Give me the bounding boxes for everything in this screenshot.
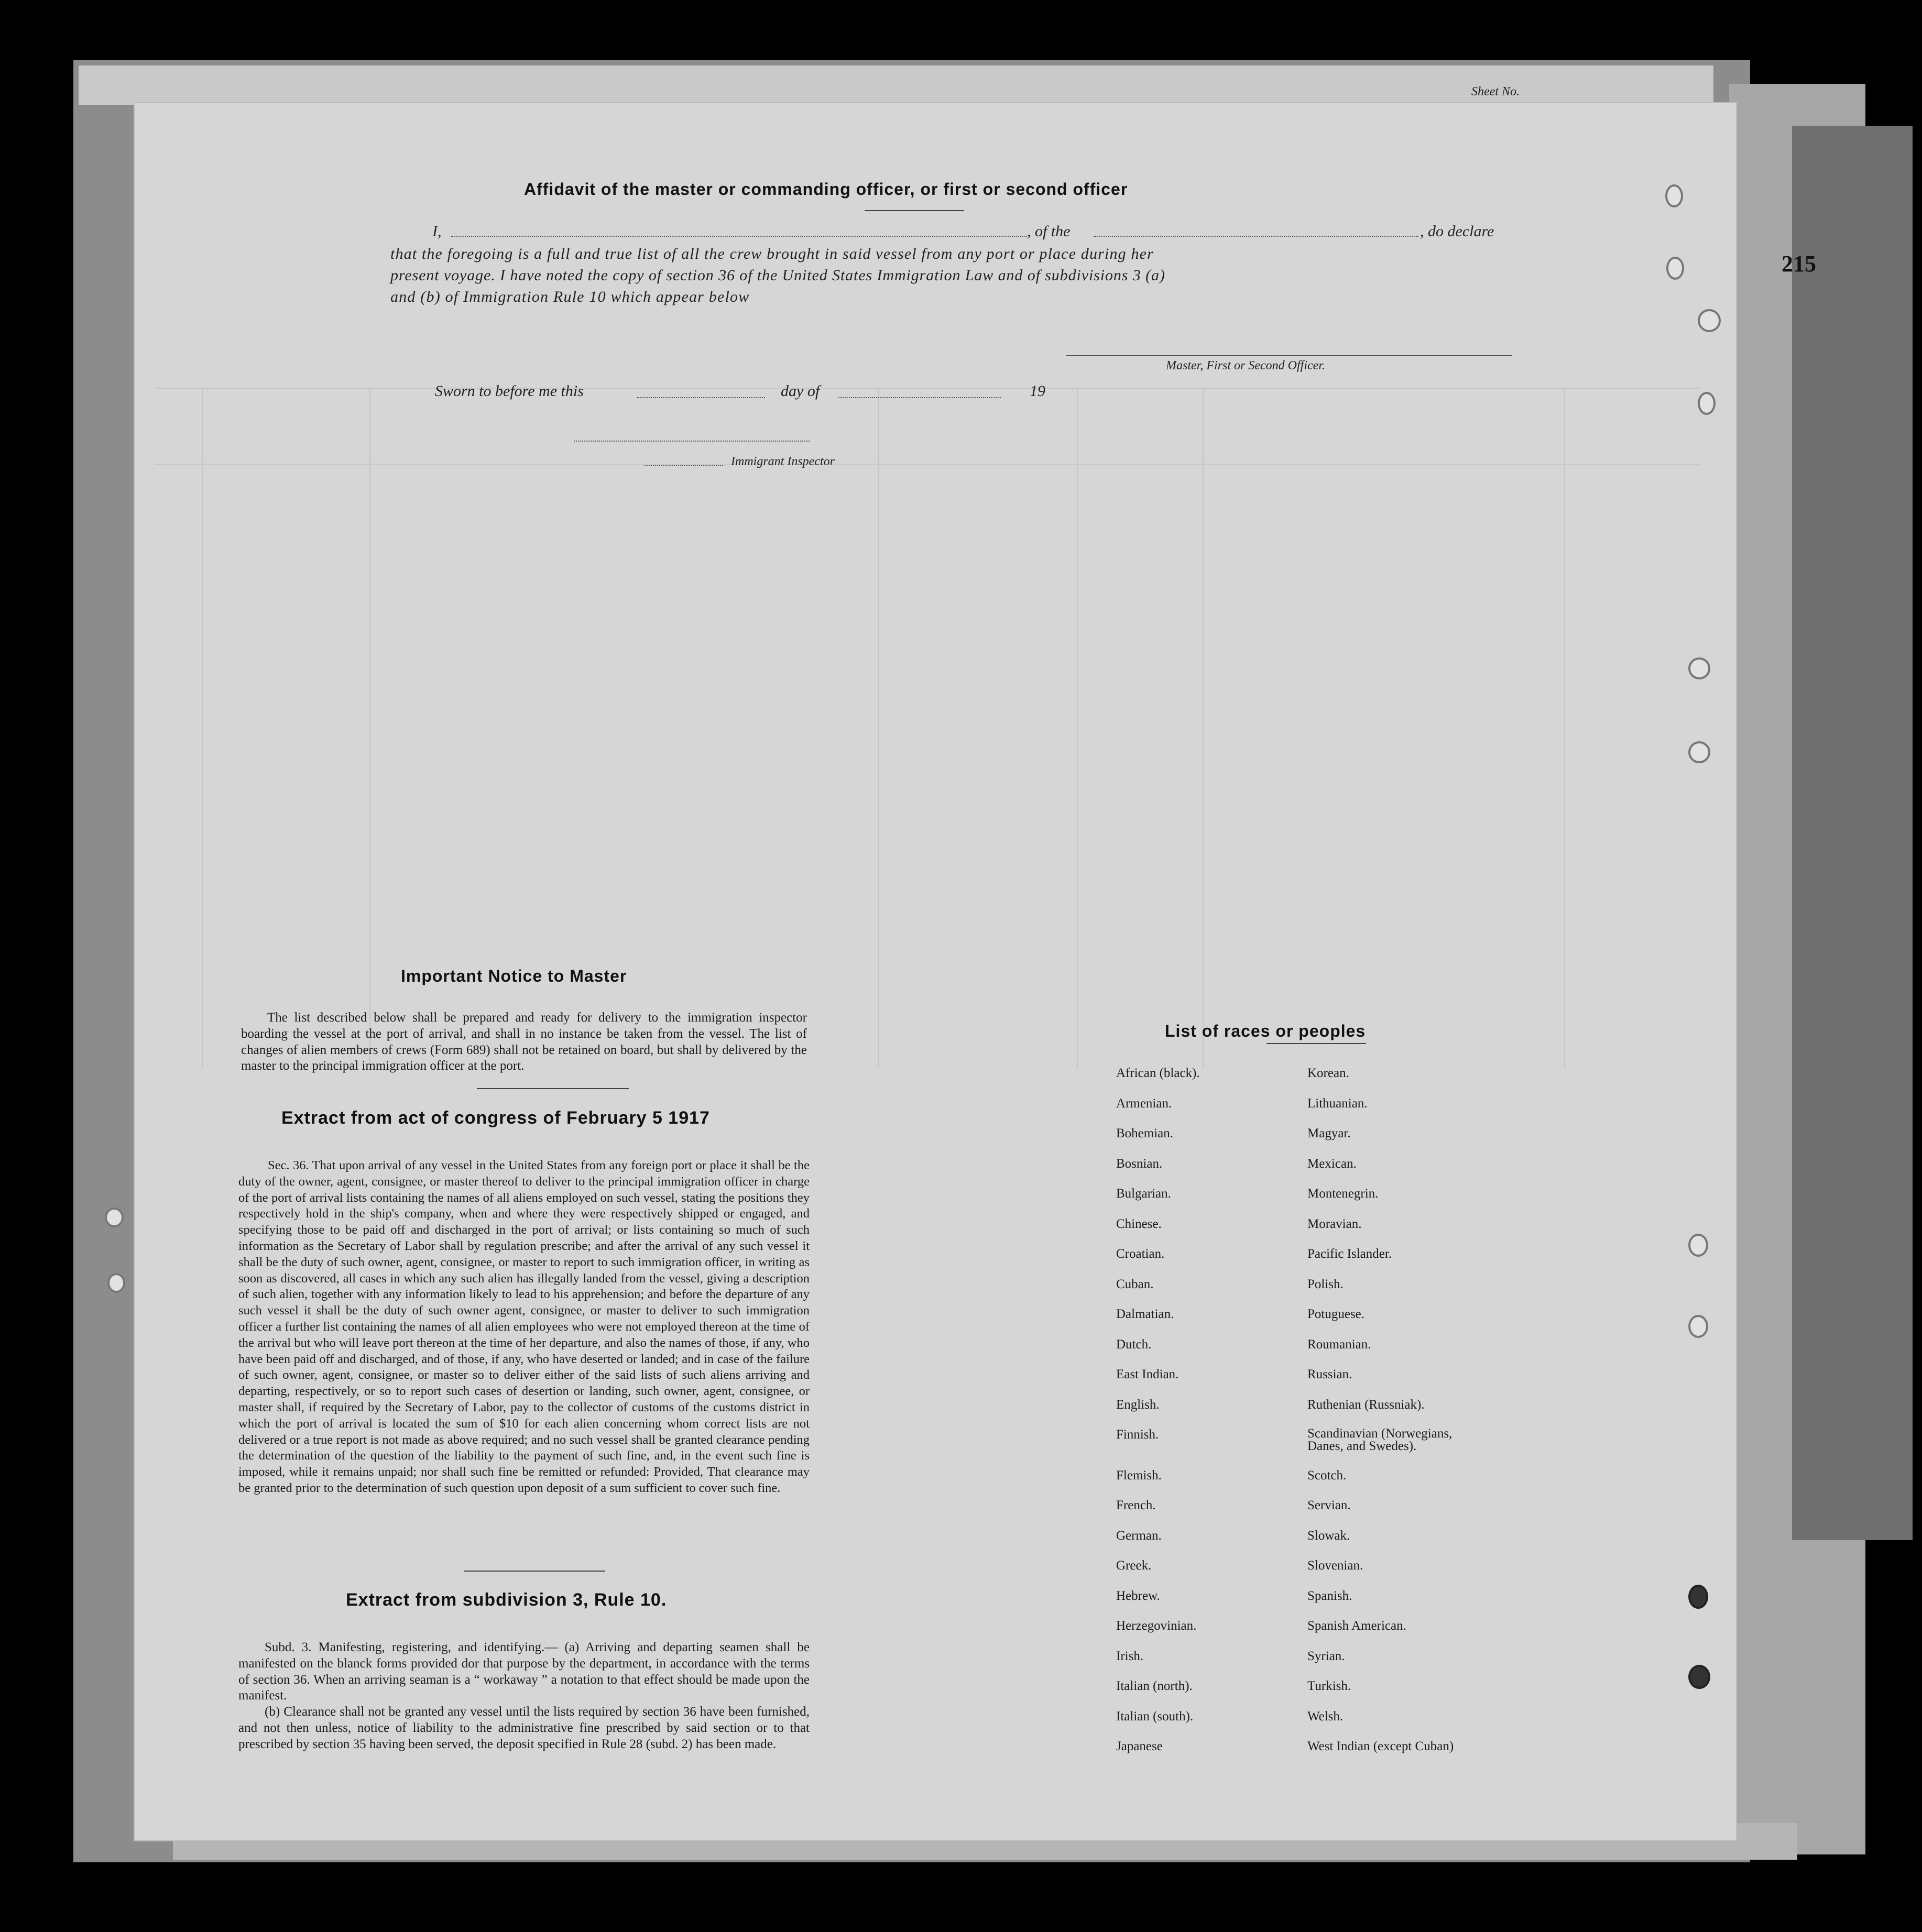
race-item: Chinese. (1116, 1217, 1162, 1231)
race-item: Spanish American. (1307, 1619, 1406, 1633)
race-item: Dutch. (1116, 1337, 1152, 1352)
race-item: Magyar. (1307, 1126, 1351, 1140)
races-title-underline (1266, 1043, 1366, 1044)
bleed-through-col-line (1564, 388, 1565, 1069)
binding-hole (1688, 1315, 1708, 1338)
race-item: Cuban. (1116, 1277, 1154, 1291)
sworn-day-of: day of (781, 382, 820, 400)
race-item: Bohemian. (1116, 1126, 1174, 1140)
affidavit-line-3: present voyage. I have noted the copy of section 36 of the United States Immigration Law and of subdivisions 3 (a) (390, 267, 1165, 284)
race-item: Moravian. (1307, 1217, 1362, 1231)
race-item: Syrian. (1307, 1649, 1345, 1663)
race-item: Roumanian. (1307, 1337, 1371, 1352)
binding-hole (1665, 184, 1683, 207)
sworn-day-blank (637, 397, 765, 398)
act-extract-title: Extract from act of congress of February 5 1917 (281, 1108, 710, 1128)
officer-signature-line (1066, 355, 1512, 356)
binding-hole (1666, 257, 1684, 280)
vessel-name-blank (1094, 236, 1418, 237)
race-item: Italian (south). (1116, 1709, 1194, 1724)
race-item: Herzegovinian. (1116, 1619, 1197, 1633)
race-item: Croatian. (1116, 1247, 1165, 1261)
race-item: Pacific Islander. (1307, 1247, 1392, 1261)
inspector-signature-blank-1 (574, 441, 810, 442)
race-item: Dalmatian. (1116, 1307, 1174, 1321)
race-item: Scotch. (1307, 1468, 1347, 1483)
race-item: Finnish. (1116, 1428, 1159, 1442)
affidavit-title-underline (865, 210, 964, 211)
act-extract-divider (464, 1571, 605, 1572)
race-item: African (black). (1116, 1066, 1200, 1080)
affidavit-line-2: that the foregoing is a full and true list of all the crew brought in said vessel from any port or place during her (390, 245, 1154, 262)
affidavit-do-declare: , do declare (1420, 223, 1494, 240)
race-item: Spanish. (1307, 1589, 1352, 1603)
race-item: Slowak. (1307, 1529, 1350, 1543)
rule-extract-title: Extract from subdivision 3, Rule 10. (346, 1590, 667, 1610)
bleed-through-row-line (155, 388, 1700, 389)
race-item: Armenian. (1116, 1096, 1172, 1111)
rule-extract-text-a: Subd. 3. Manifesting, registering, and identifying.— (a) Arriving and departing seamen shall be manifested on the blanck forms provided dor that purpose by the department, in accordance with the terms of section 36. When an arriving seaman is a “ workaway ” a notation to that effect should be made upon the manifest. (238, 1640, 810, 1703)
sheet-no-label: Sheet No. (1471, 85, 1520, 98)
race-item: Flemish. (1116, 1468, 1162, 1483)
affidavit-line-4: and (b) of Immigration Rule 10 which appear below (390, 288, 750, 305)
race-item: Italian (north). (1116, 1679, 1193, 1693)
race-item: German. (1116, 1529, 1162, 1543)
race-item: English. (1116, 1398, 1160, 1412)
notice-divider (477, 1088, 629, 1089)
sheet-number: 215 (1782, 251, 1816, 277)
bleed-through-row-line (155, 464, 1700, 465)
affidavit-of-the: , of the (1027, 223, 1071, 240)
manifest-back-page (134, 102, 1737, 1841)
race-item: Japanese (1116, 1739, 1163, 1753)
race-item: Servian. (1307, 1498, 1351, 1512)
race-item: Greek. (1116, 1558, 1152, 1573)
race-item: Potuguese. (1307, 1307, 1365, 1321)
sworn-year: 19 (1030, 382, 1045, 400)
affidavit-i: I, (432, 223, 442, 240)
notice-text: The list described below shall be prepared and ready for delivery to the immigration inspector boarding the vessel at the port of arrival, and shall in no instance be taken from the vessel. The list of changes of alien members of crews (Form 689) shall not be retained on board, but shall by delivered by the master to the principal immigration officer at the port. (241, 1011, 807, 1073)
binding-hole (1688, 1585, 1708, 1609)
race-item: Bulgarian. (1116, 1187, 1171, 1201)
inspector-signature-blank-2 (645, 465, 723, 466)
race-item: Welsh. (1307, 1709, 1344, 1724)
inspector-caption: Immigrant Inspector (731, 455, 835, 468)
race-item: Polish. (1307, 1277, 1344, 1291)
rule-extract-text-b: (b) Clearance shall not be granted any vessel until the lists required by section 36 have been furnished, and not then unless, notice of liability to the administrative fine prescribed by said section or to that prescribed by section 35 having been served, the deposit specified in Rule 28 (subd. 2) has been made. (238, 1705, 810, 1751)
binding-hole (107, 1273, 125, 1293)
race-item: Korean. (1307, 1066, 1349, 1080)
back-sheet-far-right (1792, 126, 1913, 1540)
bleed-through-col-line (878, 388, 879, 1069)
bleed-through-col-line (202, 388, 203, 1069)
bleed-through-col-line (1077, 388, 1078, 1069)
binding-hole (1688, 1234, 1708, 1257)
race-item: Irish. (1116, 1649, 1144, 1663)
race-item: French. (1116, 1498, 1156, 1512)
race-item: Montenegrin. (1307, 1187, 1379, 1201)
binding-hole (105, 1208, 124, 1227)
race-item: Russian. (1307, 1367, 1352, 1381)
bleed-through-col-line (369, 388, 370, 1069)
race-item: Lithuanian. (1307, 1096, 1368, 1111)
binding-hole (1688, 657, 1710, 679)
race-item: Ruthenian (Russniak). (1307, 1398, 1425, 1412)
races-title: List of races or peoples (1165, 1022, 1366, 1040)
race-item: Turkish. (1307, 1679, 1351, 1693)
race-item: Scandinavian (Norwegians, Danes, and Swedes). (1307, 1426, 1453, 1453)
race-item: Mexican. (1307, 1157, 1357, 1171)
race-item: East Indian. (1116, 1367, 1179, 1381)
race-item: Bosnian. (1116, 1157, 1163, 1171)
notice-title: Important Notice to Master (401, 967, 627, 985)
binding-hole (1698, 309, 1721, 332)
race-item: Slovenian. (1307, 1558, 1363, 1573)
binding-hole (1698, 392, 1716, 415)
officer-signature-caption: Master, First or Second Officer. (1166, 359, 1325, 372)
sworn-text: Sworn to before me this (435, 382, 584, 400)
binding-hole (1688, 741, 1710, 763)
master-name-blank (451, 236, 1027, 237)
affidavit-title: Affidavit of the master or commanding officer, or first or second officer (524, 180, 1128, 199)
bleed-through-col-line (1203, 388, 1204, 1069)
top-strip (79, 65, 1713, 105)
race-item: West Indian (except Cuban) (1307, 1739, 1454, 1753)
act-extract-text: Sec. 36. That upon arrival of any vessel in the United States from any foreign port or place it shall be the duty of the owner, agent, consignee, or master thereof to deliver to the principal immigration officer in charge of the port of arrival lists containing the names of all aliens employed on such vessel, stating the positions they respectively hold in the ship's company, when and where they were respectively shipped or engaged, and specifying those to be paid off and discharged in the port of arrival; or lists containing so much of such information as the Secretary of Labor shall by regulation prescribe; and after the arrival of any such vessel it shall be the duty of such owner, agent, consignee, or master to report to such immigration officer, in writing as soon as discovered, all cases in which any such alien has illegally landed from the vessel, giving a description of such alien, together with any information likely to lead to his apprehension; and before the departure of any such vessel it shall be the duty of such owner agent, consignee, or master to deliver to such immigration officer a further list containing the names of all alien employees who were not employed thereon at the time of the arrival but who will leave port thereon at the time of her departure, and also the names of those, if any, who have been paid off and discharged, and of those, if any, who have deserted or landed; and in case of the failure of such owner, agent, consignee, or master so to deliver either of the said lists of such aliens arriving and departing, respectively, or so to report such cases of desertion or landing, such owner, agent, consignee, or master shall, if required by the Secretary of Labor, pay to the collector of customs of the customs district in which the port of arrival is located the sum of $10 for each alien concerning whom correct lists are not delivered or a true report is not made as above required; and no such vessel shall be granted clearance pending the determination of the question of the liability to the payment of such fine, and, in the event such fine is imposed, while it remains unpaid; nor shall such fine be remitted or refunded: Provided, That clearance may be granted prior to the determination of such question upon deposit of a sum sufficient to cover such fine. (238, 1158, 810, 1495)
sworn-month-blank (838, 397, 1001, 398)
race-item: Hebrew. (1116, 1589, 1160, 1603)
binding-hole (1688, 1665, 1710, 1689)
